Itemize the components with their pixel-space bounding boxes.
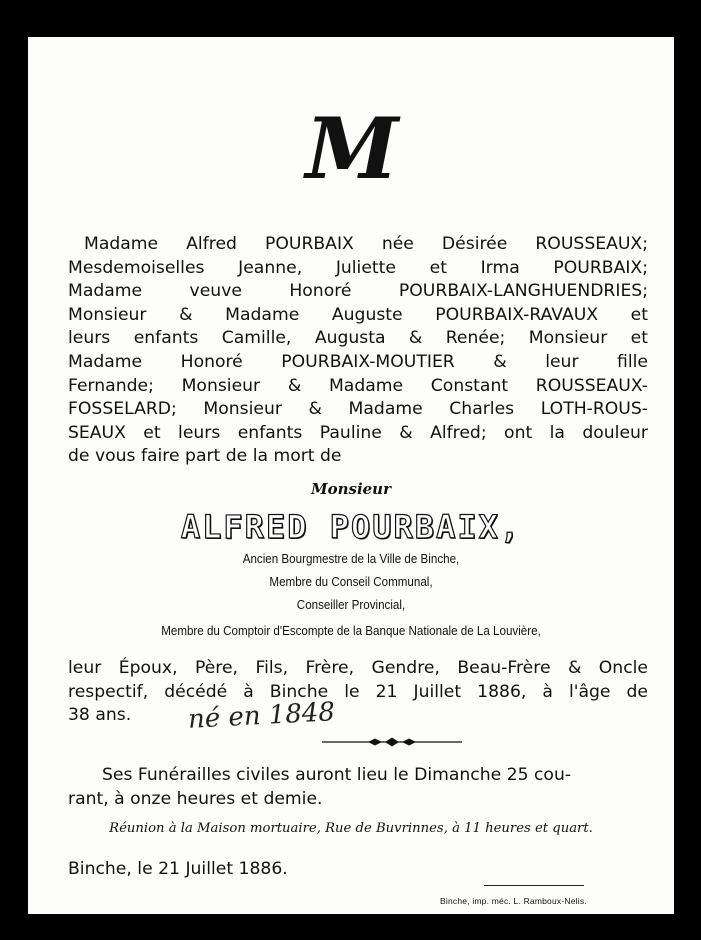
announcement-line: leurs enfants Camille, Augusta & Renée; Monsieur et (68, 328, 648, 349)
announcement-line: Mesdemoiselles Jeanne, Juliette et Irma POURBAIX; (68, 257, 648, 278)
announcement-line: de vous faire part de la mort de (68, 446, 342, 467)
memorial-card (28, 37, 674, 914)
announcement-paragraph (68, 233, 648, 469)
funeral-line: rant, à onze heures et demie. (68, 789, 323, 809)
relation-line: respectif, décédé à Binche le 21 Juillet 1886, à l'âge de (68, 681, 648, 702)
title-line: Conseiller Provincial, (296, 597, 406, 612)
deceased-name: ALFRED POURBAIX, (180, 508, 522, 546)
relation-line: leur Époux, Père, Fils, Frère, Gendre, Beau-Frère & Oncle (68, 658, 648, 678)
announcement-line: FOSSELARD; Monsieur & Madame Charles LOTH-ROUS- (68, 399, 648, 420)
dateline: Binche, le 21 Juillet 1886. (68, 859, 288, 879)
announcement-line: SEAUX et leurs enfants Pauline & Alfred; ont la douleur (68, 422, 648, 443)
announcement-line: Monsieur & Madame Auguste POURBAIX-RAVAUX et (68, 304, 648, 325)
printer-rule (484, 885, 584, 886)
ornamental-initial: M (305, 99, 397, 198)
reunion-notice: Réunion à la Maison mortuaire, Rue de Buvrinnes, à 11 heures et quart. (109, 821, 593, 836)
title-line: Ancien Bourgmestre de la Ville de Binche, (242, 551, 460, 566)
printer-credit: Binche, imp. méc. L. Ramboux-Nelis. (440, 896, 587, 906)
funeral-notice (68, 763, 648, 811)
announcement-line: Madame veuve Honoré POURBAIX-LANGHUENDRIES; (68, 281, 648, 302)
title-line: Membre du Conseil Communal, (269, 574, 433, 589)
announcement-line: Madame Honoré POURBAIX-MOUTIER & leur fille (68, 351, 648, 372)
divider-ornament-icon (322, 735, 462, 749)
announcement-line: Fernande; Monsieur & Madame Constant ROUSSEAUX- (68, 375, 648, 396)
relation-line: 38 ans. (68, 705, 132, 726)
handwritten-note: né en 1848 (187, 697, 336, 735)
relation-paragraph (68, 657, 648, 728)
announcement-line: Madame Alfred POURBAIX née Désirée ROUSSEAUX; (84, 234, 648, 254)
title-line: Membre du Comptoir d'Escompte de la Banque Nationale de La Louvière, (161, 623, 541, 638)
salutation: Monsieur (310, 480, 391, 498)
funeral-line: Ses Funérailles civiles auront lieu le Dimanche 25 cou- (102, 765, 572, 785)
